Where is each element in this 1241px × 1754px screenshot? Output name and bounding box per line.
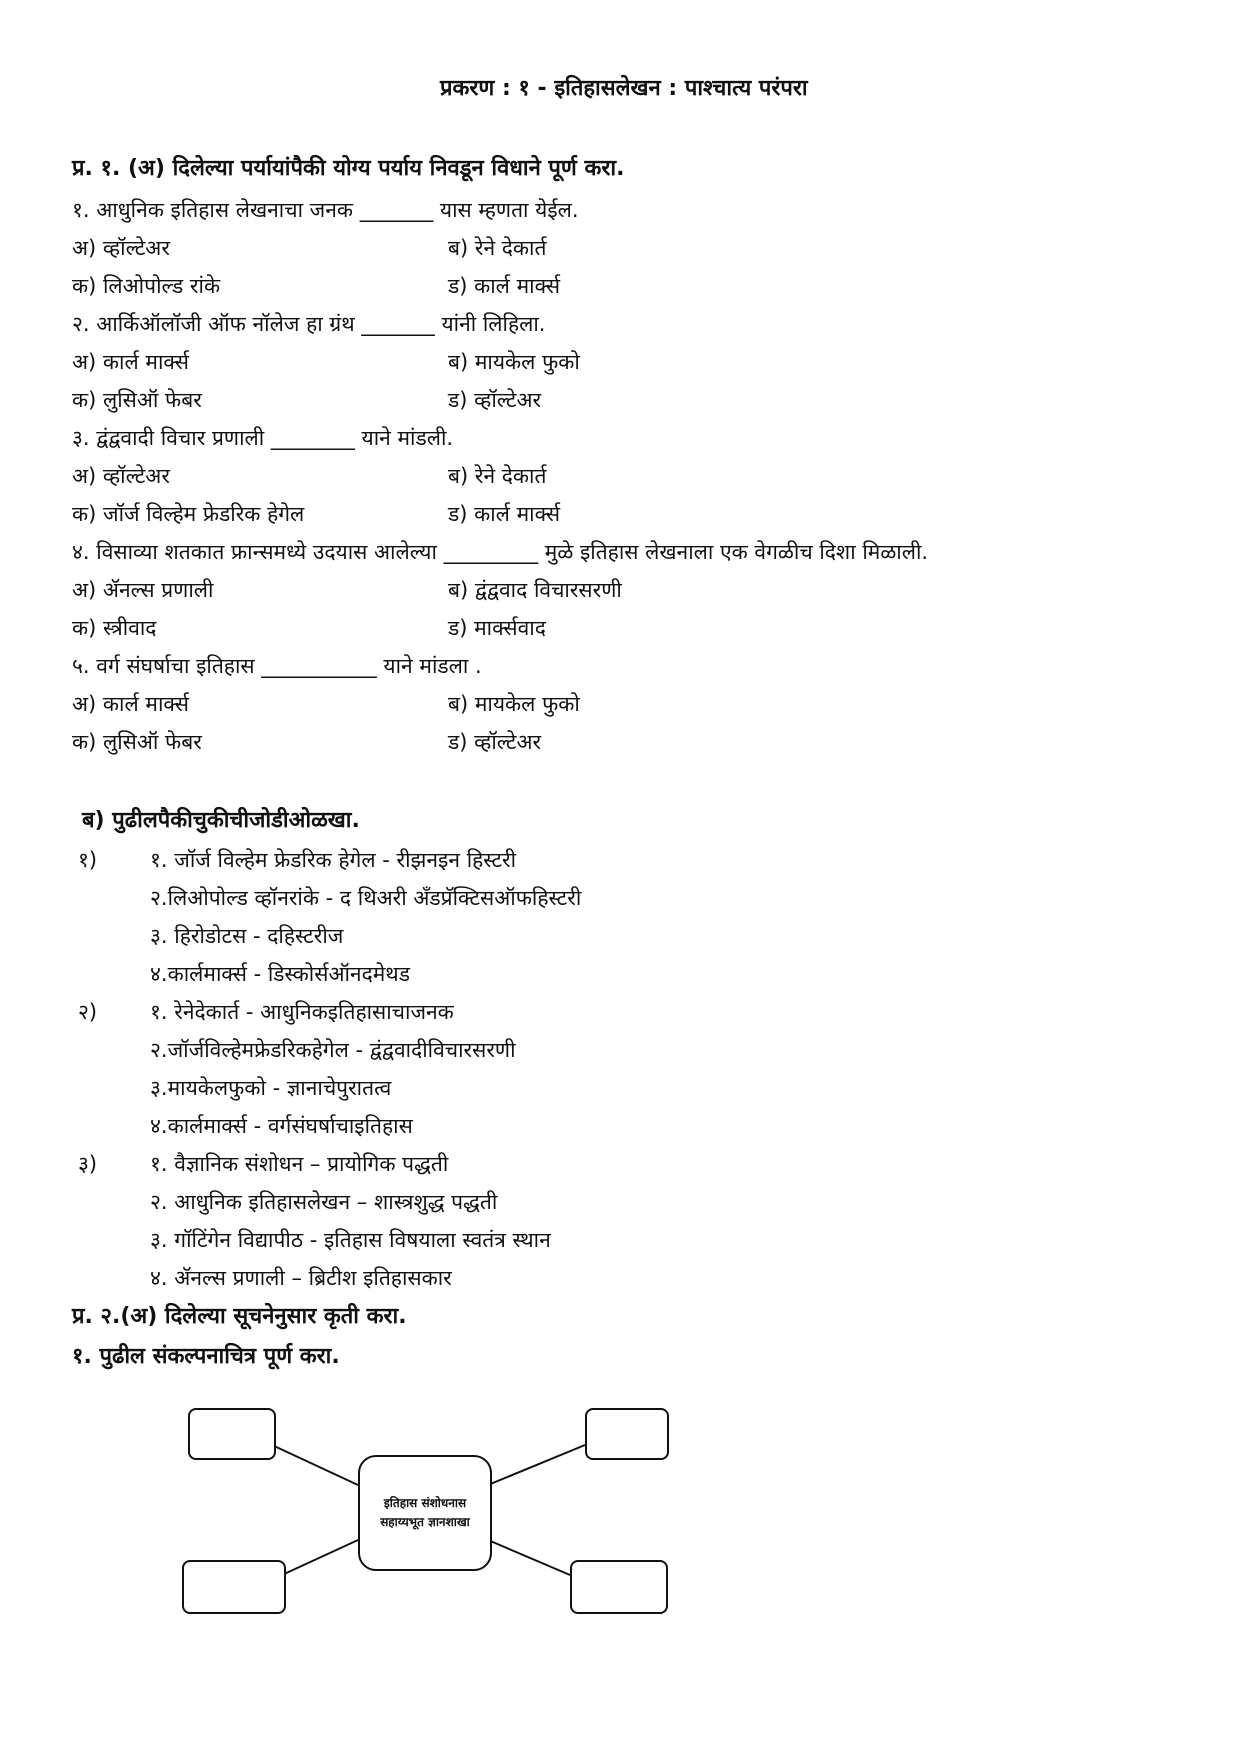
q2-subheading: १. पुढील संकल्पनाचित्र पूर्ण करा. (72, 1344, 340, 1369)
pair-item: १. जॉर्ज विल्हेम फ्रेडरिक हेगेल - रीझनइन हिस्टरी (150, 848, 517, 872)
option-b: ब) रेने देकार्त (448, 236, 547, 260)
option-a: अ) व्हॉल्टेअर (72, 236, 170, 260)
question-3: ३. द्वंद्ववादी विचार प्रणाली ________ याने मांडली. (72, 426, 454, 450)
blank-box-top-left (188, 1408, 276, 1460)
question-2: २. आर्किऑलॉजी ऑफ नॉलेज हा ग्रंथ _______ यांनी लिहिला. (72, 312, 546, 336)
option-a: अ) व्हॉल्टेअर (72, 464, 170, 488)
pair-item: १. वैज्ञानिक संशोधन – प्रायोगिक पद्धती (150, 1152, 449, 1176)
option-b: ब) द्वंद्ववाद विचारसरणी (448, 578, 622, 602)
connector-line (272, 1445, 358, 1485)
pair-item: १. रेनेदेकार्त - आधुनिकइतिहासाचाजनक (150, 1000, 454, 1024)
center-label-line2: सहाय्यभूत ज्ञानशाखा (380, 1515, 470, 1529)
option-a: अ) कार्ल मार्क्स (72, 350, 189, 374)
group-number: ३) (78, 1152, 98, 1176)
pair-item: २.जॉर्जविल्हेमफ्रेडरिकहेगेल - द्वंद्ववादीविचारसरणी (150, 1038, 516, 1062)
pair-item: ३. हिरोडोटस - दहिस्टरीज (150, 924, 344, 948)
pair-item: २. आधुनिक इतिहासलेखन – शास्त्रशुद्ध पद्धती (150, 1190, 498, 1214)
q1b-heading: ब) पुढीलपैकीचुकीचीजोडीओळखा. (82, 808, 360, 833)
pair-item: ४.कार्लमार्क्स - डिस्कोर्सऑनदमेथड (150, 962, 410, 986)
option-d: ड) व्हॉल्टेअर (448, 388, 542, 412)
option-a: अ) कार्ल मार्क्स (72, 692, 189, 716)
option-d: ड) कार्ल मार्क्स (448, 502, 561, 526)
connector-line (282, 1540, 358, 1575)
connector-line (488, 1540, 570, 1575)
option-d: ड) व्हॉल्टेअर (448, 730, 542, 754)
option-c: क) लुसिऑ फेबर (72, 730, 202, 754)
question-4: ४. विसाव्या शतकात फ्रान्समध्ये उदयास आलेल्या _________ मुळे इतिहास लेखनाला एक वेगळीच दिशा मिळाली. (72, 540, 929, 564)
center-label-line1: इतिहास संशोधनास (383, 1495, 467, 1510)
group-number: १) (78, 848, 98, 872)
q2-heading: प्र. २.(अ) दिलेल्या सूचनेनुसार कृती करा. (72, 1304, 407, 1329)
option-b: ब) रेने देकार्त (448, 464, 547, 488)
pair-item: ३.मायकेलफुको - ज्ञानाचेपुरातत्व (150, 1076, 392, 1100)
option-d: ड) कार्ल मार्क्स (448, 274, 561, 298)
question-1: १. आधुनिक इतिहास लेखनाचा जनक _______ यास म्हणता येईल. (72, 198, 579, 222)
option-c: क) स्त्रीवाद (72, 616, 157, 640)
group-number: २) (78, 1000, 98, 1024)
option-c: क) लिओपोल्ड रांके (72, 274, 221, 298)
option-b: ब) मायकेल फुको (448, 692, 580, 716)
blank-box-bottom-left (182, 1560, 286, 1614)
pair-item: ३. गॉटिंगेन विद्यापीठ - इतिहास विषयाला स्वतंत्र स्थान (150, 1228, 551, 1252)
q1a-heading: प्र. १. (अ) दिलेल्या पर्यायांपैकी योग्य पर्याय निवडून विधाने पूर्ण करा. (72, 156, 625, 181)
pair-item: ४. ॲनल्स प्रणाली – ब्रिटीश इतिहासकार (150, 1266, 452, 1290)
pair-item: ४.कार्लमार्क्स - वर्गसंघर्षाचाइतिहास (150, 1114, 413, 1138)
blank-box-top-right (585, 1408, 669, 1460)
option-b: ब) मायकेल फुको (448, 350, 580, 374)
question-5: ५. वर्ग संघर्षाचा इतिहास ___________ याने मांडला . (72, 654, 482, 678)
blank-box-bottom-right (570, 1560, 668, 1614)
page-title: प्रकरण : १ - इतिहासलेखन : पाश्चात्य परंपरा (440, 76, 808, 101)
option-c: क) लुसिऑ फेबर (72, 388, 202, 412)
option-a: अ) ॲनल्स प्रणाली (72, 578, 214, 602)
connector-line (488, 1445, 585, 1485)
pair-item: २.लिओपोल्ड व्हॉनरांके - द थिअरी अँडप्रॅक्टिसऑफहिस्टरी (150, 886, 582, 910)
concept-map-center (358, 1455, 492, 1571)
option-c: क) जॉर्ज विल्हेम फ्रेडरिक हेगेल (72, 502, 305, 526)
option-d: ड) मार्क्सवाद (448, 616, 546, 640)
